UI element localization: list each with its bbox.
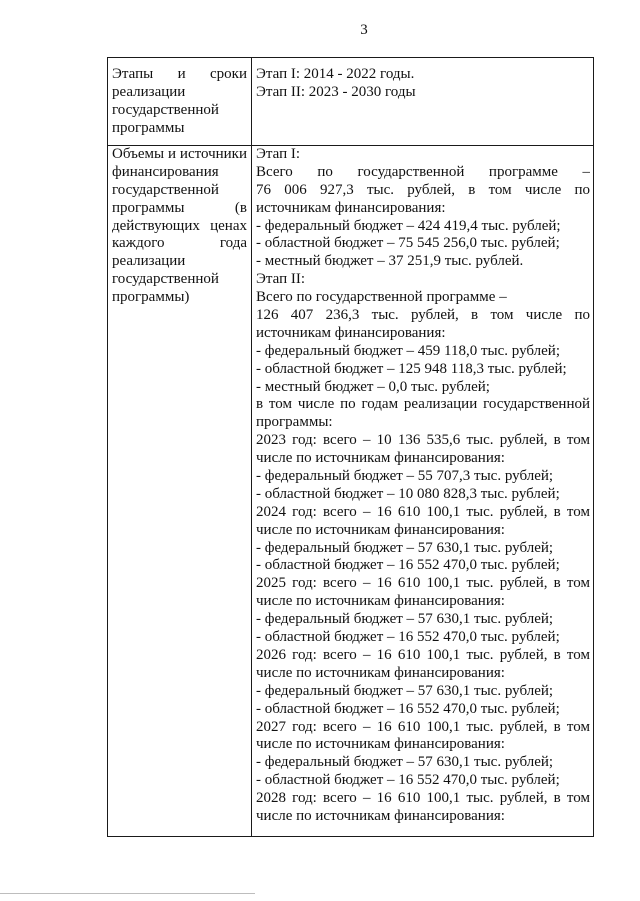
footer-rule — [0, 893, 255, 894]
value-line: источникам финансирования: — [256, 199, 446, 216]
year-line: 2026 год: всего – 16 610 100,1 тыс. рублей, в том — [256, 646, 590, 663]
value-line: источникам финансирования: — [256, 324, 446, 341]
value-line: - областной бюджет – 16 552 470,0 тыс. рублей; — [256, 557, 560, 574]
row-label-cell — [108, 58, 251, 145]
value-line: - областной бюджет – 10 080 828,3 тыс. рублей; — [256, 485, 560, 502]
label-line: реализации — [112, 83, 186, 100]
value-line: - областной бюджет – 16 552 470,0 тыс. рублей; — [256, 700, 560, 717]
value-line: Этап II: 2023 - 2030 годы — [256, 83, 416, 100]
value-line: - федеральный бюджет – 57 630,1 тыс. рублей; — [256, 539, 554, 556]
value-line: числе по источникам финансирования: — [256, 450, 505, 467]
year-line: 2024 год: всего – 16 610 100,1 тыс. рублей, в том — [256, 503, 590, 520]
value-line: программы: — [256, 414, 333, 431]
label-line: государственной — [112, 181, 219, 198]
value-line: - федеральный бюджет – 55 707,3 тыс. рублей; — [256, 468, 554, 485]
value-line: - местный бюджет – 37 251,9 тыс. рублей. — [256, 253, 524, 270]
label-line: программы) — [112, 289, 190, 306]
value-line: числе по источникам финансирования: — [256, 807, 505, 824]
page-number: 3 — [360, 22, 368, 38]
label-line: Объемы и источники — [112, 146, 247, 162]
year-line: 2025 год: всего – 16 610 100,1 тыс. рублей, в том — [256, 575, 590, 592]
value-line: - федеральный бюджет – 459 118,0 тыс. рублей; — [256, 342, 560, 359]
value-line: - областной бюджет – 75 545 256,0 тыс. рублей; — [256, 235, 560, 252]
value-line: числе по источникам финансирования: — [256, 664, 505, 681]
value-line: - федеральный бюджет – 424 419,4 тыс. рублей; — [256, 217, 561, 234]
value-line: - федеральный бюджет – 57 630,1 тыс. рублей; — [256, 611, 554, 628]
value-line: в том числе по годам реализации государственной — [256, 396, 590, 413]
label-line: каждого года — [112, 235, 247, 252]
label-line: государственной — [112, 271, 219, 288]
stage-heading: Этап II: — [256, 271, 306, 288]
year-line: 2027 год: всего – 16 610 100,1 тыс. рублей, в том — [256, 718, 590, 735]
value-line: числе по источникам финансирования: — [256, 593, 505, 610]
table-row-funding — [108, 145, 593, 836]
value-line: - областной бюджет – 125 948 118,3 тыс. рублей; — [256, 360, 567, 377]
row-value-cell — [251, 146, 593, 836]
table-row-stages — [108, 58, 593, 145]
row-value-cell — [251, 58, 593, 145]
year-line: 2028 год: всего – 16 610 100,1 тыс. рублей, в том — [256, 790, 590, 807]
stage-heading: Этап I: — [256, 146, 301, 162]
label-line: действующих ценах — [112, 217, 247, 234]
label-line: финансирования — [112, 163, 219, 180]
label-line: государственной — [112, 101, 219, 118]
value-line: Этап I: 2014 - 2022 годы. — [256, 66, 415, 82]
value-line: 76 006 927,3 тыс. рублей, в том числе по — [256, 181, 590, 198]
value-line: - федеральный бюджет – 57 630,1 тыс. рублей; — [256, 754, 554, 771]
label-line: реализации — [112, 253, 186, 270]
label-line: программы (в — [112, 199, 247, 216]
value-line: 126 407 236,3 тыс. рублей, в том числе по — [256, 307, 590, 324]
value-line: Всего по государственной программе – — [256, 163, 590, 180]
row-label-cell — [108, 146, 251, 836]
label-line: программы — [112, 119, 185, 136]
value-line: - областной бюджет – 16 552 470,0 тыс. рублей; — [256, 629, 560, 646]
value-line: Всего по государственной программе – — [256, 289, 507, 306]
value-line: - местный бюджет – 0,0 тыс. рублей; — [256, 378, 490, 395]
value-line: - областной бюджет – 16 552 470,0 тыс. рублей; — [256, 772, 560, 789]
program-passport-table — [107, 57, 594, 837]
value-line: - федеральный бюджет – 57 630,1 тыс. рублей; — [256, 682, 554, 699]
value-line: числе по источникам финансирования: — [256, 736, 505, 753]
value-line: числе по источникам финансирования: — [256, 521, 505, 538]
year-line: 2023 год: всего – 10 136 535,6 тыс. рублей, в том — [256, 432, 590, 449]
label-line: Этапы и сроки — [112, 66, 247, 82]
